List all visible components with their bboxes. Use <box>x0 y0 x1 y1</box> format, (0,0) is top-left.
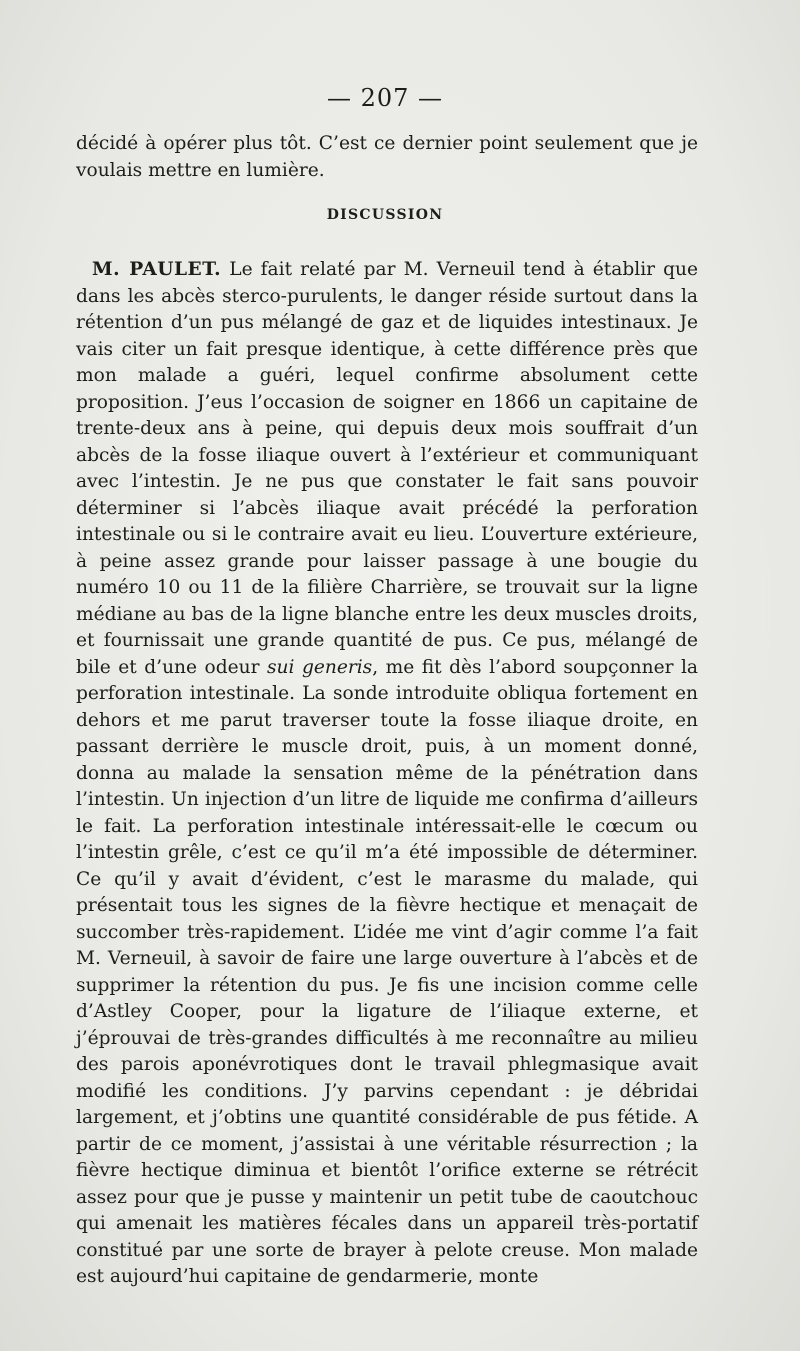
paragraph-before-italic: Le fait relaté par M. Verneuil tend à établir que dans les abcès sterco-purulents, le danger réside surtout dans la rétention d’un pus mélangé de gaz et de liquides intestinaux. Je vais citer un fait presque identique, à cette différence près que mon malade a guéri, lequel confirme absolument cette proposition. J’eus l’occasion de soigner en 1866 un capitaine de trente-deux ans à peine, qui depuis deux mois souffrait d’un abcès de la fosse iliaque ouvert à l’extérieur et communiquant avec l’intestin. Je ne pus que constater le fait sans pouvoir déterminer si l’abcès iliaque avait précédé la perforation intestinale ou si le contraire avait eu lieu. L’ouverture extérieure, à peine assez grande pour laisser passage à une bougie du numéro 10 ou 11 de la filière Charrière, se trouvait sur la ligne médiane au bas de la ligne blanche entre les deux muscles droits, et fournissait une grande quantité de pus. Ce pus, mélangé de bile et d’une odeur <box>76 259 698 678</box>
italic-phrase: sui generis <box>267 656 373 678</box>
paragraph-after-italic: , me fit dès l’abord soupçonner la perforation intestinale. La sonde introduite obliqua fortement en dehors et me parut traverser toute la fosse iliaque droite, en passant derrière le muscle droit, puis, à un moment donné, donna au malade la sensation même de la pénétration dans l’intestin. Un injection d’un litre de liquide me confirma d’ailleurs le fait. La perforation intestinale intéressait-elle le cœcum ou l’intestin grêle, c’est ce qu’il m’a été impossible de déterminer. Ce qu’il y avait d’évident, c’est le marasme du malade, qui présentait tous les signes de la fièvre hectique et menaçait de succomber très-rapidement. L’idée me vint d’agir comme l’a fait M. Verneuil, à savoir de faire une large ouverture à l’abcès et de supprimer la rétention du pus. Je fis une incision comme celle d’Astley Cooper, pour la ligature de l’iliaque externe, et j’éprouvai de très-grandes difficultés à me reconnaître au milieu des parois aponévrotiques dont le travail phlegmasique avait modifié les conditions. J’y parvins cependant : je débridai largement, et j’obtins une quantité considérable de pus fétide. A partir de ce moment, j’assistai à une véritable résurrection ; la fièvre hectique diminua et bientôt l’orifice externe se rétrécit assez pour que je pusse y maintenir un petit tube de caoutchouc qui amenait les matières fécales dans un appareil très-portatif constitué par une sorte de brayer à pelote creuse. Mon malade est aujourd’hui capitaine de gendarmerie, monte <box>76 656 699 1287</box>
section-heading: DISCUSSION <box>326 207 444 223</box>
speaker-name: M. PAULET. <box>92 259 222 280</box>
lead-text: décidé à opérer plus tôt. C’est ce dernier point seulement que je voulais mettre en lumière. <box>76 133 698 181</box>
page-number: — 207 — <box>326 84 444 112</box>
lead-paragraph <box>76 131 698 184</box>
discussion-paragraph <box>76 257 698 1291</box>
discussion-text <box>76 257 698 1291</box>
